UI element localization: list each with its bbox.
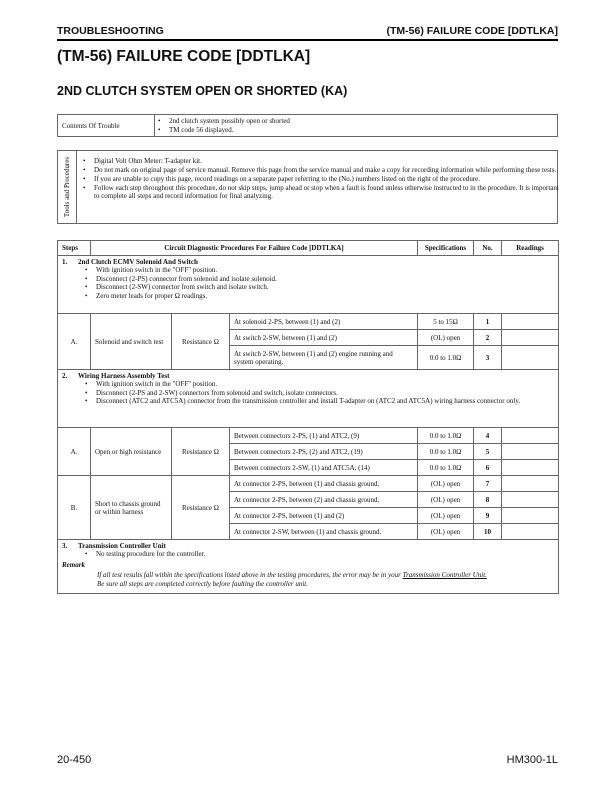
controller-unit-link[interactable]: Transmission Controller Unit. [402, 570, 487, 579]
test-spec: 5 to 15Ω [418, 314, 474, 330]
step-number: 1. [62, 258, 68, 266]
header-steps: Steps [58, 241, 91, 256]
step-number: 3. [62, 542, 68, 550]
step-bullet: • Disconnect (2-PS and 2-SW) connectors from solenoid and switch, isolate connectors. [96, 389, 554, 398]
contents-label: Contents Of Trouble [58, 115, 155, 137]
test-no: 2 [474, 330, 502, 346]
test-spec: (OL) open [418, 524, 474, 540]
tools-item: • Follow each step throughout this procedure, do not skip steps, jump ahead or stop when a fault is found unless otherwise instructed to in the procedure. It is important to complete all steps and record information for final analyzing. [94, 184, 564, 201]
test-no: 9 [474, 508, 502, 524]
contents-item: • 2nd clutch system possibly open or shorted [169, 117, 553, 126]
sub-label: Open or high resistance [91, 428, 172, 476]
test-no: 4 [474, 428, 502, 444]
sub-letter: A. [58, 428, 91, 476]
test-no: 8 [474, 492, 502, 508]
reading-cell [502, 346, 559, 370]
header-code-title: (TM-56) FAILURE CODE [DDTLKA] [386, 25, 558, 37]
reading-cell [502, 492, 559, 508]
test-no: 3 [474, 346, 502, 370]
measure-type: Resistance Ω [172, 476, 230, 540]
sub-label: Solenoid and switch test [91, 314, 172, 370]
header-procedure: Circuit Diagnostic Procedures For Failure Code [DDTLKA] [91, 241, 418, 256]
step-bullet: • Disconnect (ATC2 and ATC5A) connector from the transmission controller and install T-adapter on (ATC2 and ATC5A) wiring harness connector only. [96, 397, 554, 406]
test-spec: 0.0 to 1.0Ω [418, 460, 474, 476]
reading-cell [502, 508, 559, 524]
test-desc: At switch 2-SW, between (1) and (2) [230, 330, 418, 346]
test-no: 1 [474, 314, 502, 330]
test-desc: At connector 2-PS, between (1) and (2) [230, 508, 418, 524]
sub-letter: A. [58, 314, 91, 370]
test-spec: 0.0 to 1.0Ω [418, 444, 474, 460]
reading-cell [502, 314, 559, 330]
measure-type: Resistance Ω [172, 314, 230, 370]
page-subtitle: 2ND CLUTCH SYSTEM OPEN OR SHORTED (KA) [57, 84, 348, 98]
test-desc: Between connectors 2-PS, (2) and ATC2, (19) [230, 444, 418, 460]
test-desc: Between connectors 2-SW, (1) and ATC5A, (14) [230, 460, 418, 476]
contents-items [155, 115, 558, 137]
tools-and-procedures-box [57, 150, 558, 224]
header-section-title: TROUBLESHOOTING [57, 25, 164, 37]
remark-text: If all test results fall within the specifications listed above in the testing procedures, the error may be in your Transmission Controller Unit. Be sure all steps are completed correctly before faulting the controller unit. [97, 570, 487, 589]
test-no: 7 [474, 476, 502, 492]
tools-item: • Do not mark on original page of service manual. Remove this page from the service manual and make a copy for recording information while performing these tests. [94, 166, 564, 174]
header-no: No. [474, 241, 502, 256]
step-title: Transmission Controller Unit [78, 542, 166, 550]
header-spec: Specifications [418, 241, 474, 256]
step-title: 2nd Clutch ECMV Solenoid And Switch [78, 258, 198, 266]
diagnostic-table [57, 240, 559, 594]
step-bullet: • No testing procedure for the controller. [96, 550, 554, 559]
test-desc: At connector 2-PS, between (1) and chassis ground. [230, 476, 418, 492]
test-desc: At connector 2-SW, between (1) and chassis ground. [230, 524, 418, 540]
reading-cell [502, 524, 559, 540]
step-bullet: • Disconnect (2-SW) connector from switch and isolate switch. [96, 283, 554, 292]
step-bullet: • With ignition switch in the "OFF" position. [96, 266, 554, 275]
table-row [58, 314, 559, 330]
sub-label: Short to chassis ground or within harness [91, 476, 172, 540]
reading-cell [502, 476, 559, 492]
reading-cell [502, 428, 559, 444]
measure-type: Resistance Ω [172, 428, 230, 476]
reading-cell [502, 330, 559, 346]
remark-label: Remark [62, 560, 85, 569]
table-row [58, 428, 559, 444]
step-2-row [58, 370, 559, 428]
test-desc: Between connectors 2-PS, (1) and ATC2, (9) [230, 428, 418, 444]
table-header-row [58, 241, 559, 256]
step-title: Wiring Harness Assembly Test [78, 372, 170, 380]
reading-cell [502, 460, 559, 476]
test-no: 10 [474, 524, 502, 540]
test-spec: (OL) open [418, 492, 474, 508]
tools-side-label: Tools and Procedures [58, 151, 77, 223]
step-number: 2. [62, 372, 68, 380]
test-spec: (OL) open [418, 330, 474, 346]
step-3-row [58, 540, 559, 594]
test-desc: At solenoid 2-PS, between (1) and (2) [230, 314, 418, 330]
test-no: 6 [474, 460, 502, 476]
test-desc: At switch 2-SW, between (1) and (2) engine running and system operating. [230, 346, 418, 370]
step-bullet: • Disconnect (2-PS) connector from solenoid and isolate solenoid. [96, 275, 554, 284]
step-bullet: • Zero meter leads for proper Ω readings. [96, 292, 554, 301]
test-desc: At connector 2-PS, between (2) and chassis ground. [230, 492, 418, 508]
header-readings: Readings [502, 241, 559, 256]
contents-item: • TM code 56 displayed. [169, 126, 553, 135]
test-spec: (OL) open [418, 476, 474, 492]
manual-code: HM300-1L [506, 754, 558, 766]
reading-cell [502, 444, 559, 460]
test-spec: (OL) open [418, 508, 474, 524]
page-number: 20-450 [57, 754, 92, 766]
test-spec: 0.0 to 1.0Ω [418, 428, 474, 444]
test-no: 5 [474, 444, 502, 460]
tools-item: • Digital Volt Ohm Meter: T-adapter kit. [94, 157, 564, 165]
sub-letter: B. [58, 476, 91, 540]
step-bullet: • With ignition switch in the "OFF" position. [96, 380, 554, 389]
page-title: (TM-56) FAILURE CODE [DDTLKA] [57, 48, 311, 65]
step-1-row [58, 256, 559, 314]
test-spec: 0.0 to 1.0Ω [418, 346, 474, 370]
table-row [58, 476, 559, 492]
tools-item: • If you are unable to copy this page, record readings on a separate paper referring to the (No.) numbers listed on the right of the procedure. [94, 175, 564, 183]
page-header [57, 25, 558, 41]
contents-of-trouble-box [57, 114, 558, 137]
